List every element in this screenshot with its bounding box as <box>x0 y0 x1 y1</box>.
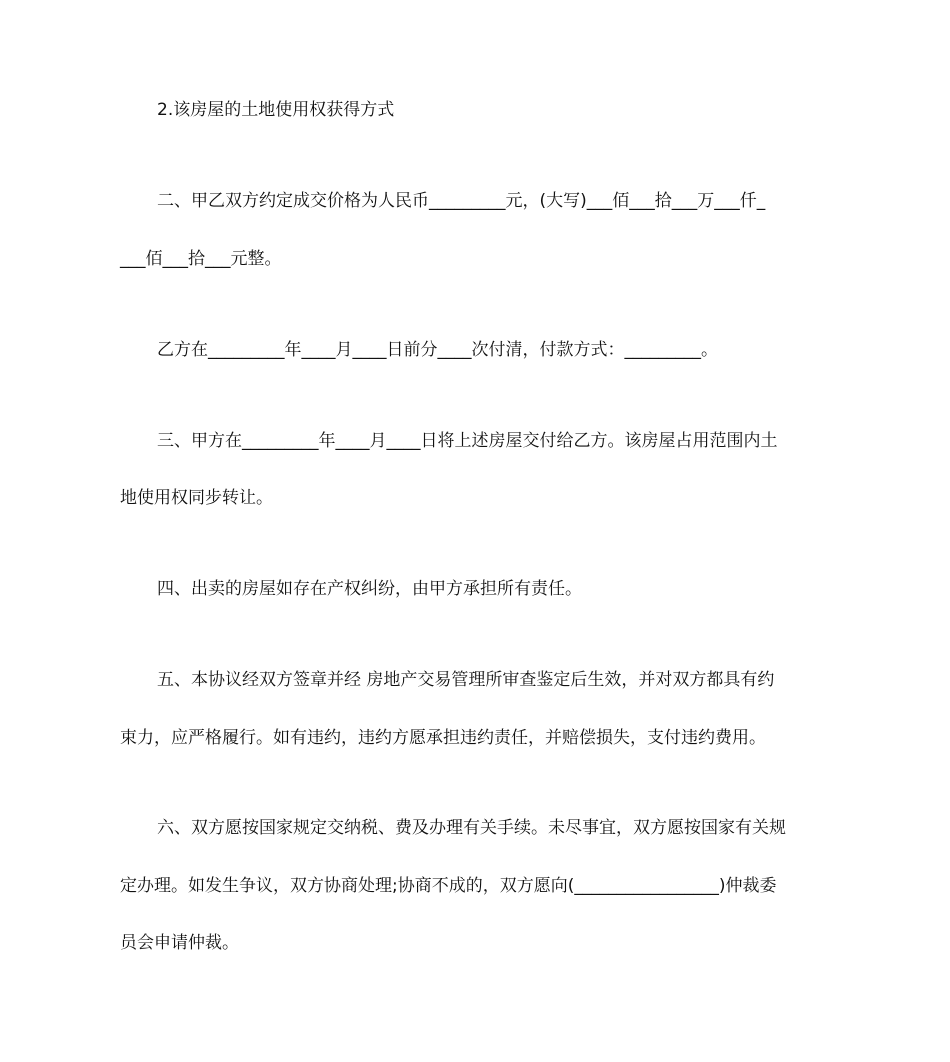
clause-6-taxes-line-2: 定办理。如发生争议，双方协商处理;协商不成的，双方愿向(_________________)仲裁委 <box>120 876 777 896</box>
clause-3-delivery-line-2: 地使用权同步转让。 <box>120 488 273 508</box>
clause-6-taxes-line-3: 员会申请仲裁。 <box>120 933 239 953</box>
clause-3-delivery-line-1: 三、甲方在_________年____月____日将上述房屋交付给乙方。该房屋占用范围内土 <box>157 431 778 451</box>
clause-4-dispute-liability: 四、出卖的房屋如存在产权纠纷，由甲方承担所有责任。 <box>157 579 582 599</box>
clause-5-effectiveness-line-2: 束力，应严格履行。如有违约，违约方愿承担违约责任，并赔偿损失，支付违约费用。 <box>120 728 766 748</box>
clause-land-use-right-acquisition: 2.该房屋的土地使用权获得方式 <box>157 100 395 120</box>
payment-terms-line: 乙方在_________年____月____日前分____次付清，付款方式：_________。 <box>157 340 718 360</box>
clause-2-price-line-2: ___佰___拾___元整。 <box>120 249 282 269</box>
clause-5-effectiveness-line-1: 五、本协议经双方签章并经 房地产交易管理所审查鉴定后生效，并对双方都具有约 <box>157 670 775 690</box>
clause-2-price-line-1: 二、甲乙双方约定成交价格为人民币_________元，(大写)___佰___拾___万___仟_ <box>157 191 766 211</box>
clause-6-taxes-line-1: 六、双方愿按国家规定交纳税、费及办理有关手续。未尽事宜，双方愿按国家有关规 <box>157 818 786 838</box>
